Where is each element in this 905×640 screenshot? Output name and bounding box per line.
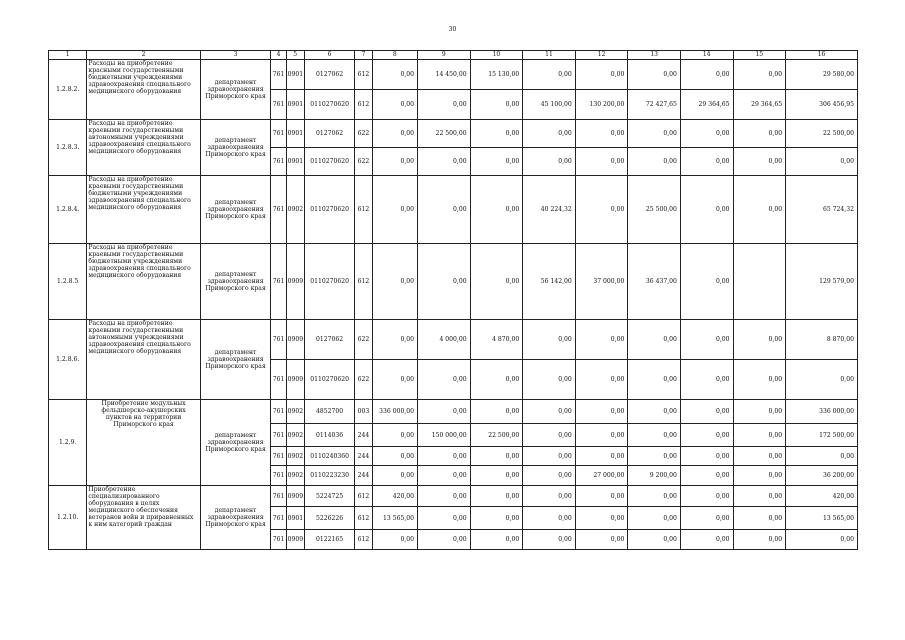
target-code: 0122165 [304,530,355,550]
amount: 14 450,00 [418,60,471,90]
table-row [49,176,858,244]
amount: 0,00 [628,320,681,360]
amount: 0,00 [575,60,628,90]
amount: 0,00 [418,90,471,120]
expense-type-code: 612 [355,90,372,120]
page-number: 30 [448,26,457,33]
ministry-code: 761 [271,486,286,507]
column-number: 6 [304,51,355,60]
item-name: Расходы на приобретение краевыми государственными бюджетными учреждениями здравоохранения специального медицинского оборудования [87,176,200,244]
amount: 0,00 [575,507,628,530]
amount: 0,00 [733,60,786,90]
target-code: 4852700 [304,400,355,424]
section-code: 0901 [286,90,304,120]
amount: 0,00 [372,466,418,486]
expense-type-code: 612 [355,530,372,550]
amount: 0,00 [680,486,733,507]
target-code: 0127062 [304,60,355,90]
table-row [49,244,858,320]
total-amount: 172 500,00 [786,424,858,447]
amount: 0,00 [470,244,523,320]
section-code: 0901 [286,507,304,530]
ministry-code: 761 [271,90,286,120]
amount: 0,00 [523,424,576,447]
column-number: 11 [523,51,576,60]
budget-table [48,50,858,550]
section-code: 0909 [286,320,304,360]
department: департамент здравоохранения Приморского края [200,176,271,244]
amount [733,244,786,320]
total-amount: 129 579,00 [786,244,858,320]
amount: 0,00 [733,507,786,530]
item-name: Приобретение модульных фельдшерско-акушерских пунктов на территории Приморского края [87,400,200,486]
table-body [49,51,858,550]
amount: 0,00 [733,424,786,447]
item-number: 1.2.8.5 [49,244,87,320]
amount: 0,00 [575,424,628,447]
amount: 0,00 [372,176,418,244]
amount: 0,00 [418,447,471,466]
amount: 0,00 [523,320,576,360]
amount: 0,00 [523,60,576,90]
target-code: 5226226 [304,507,355,530]
target-code: 0110270620 [304,148,355,176]
department: департамент здравоохранения Приморского края [200,320,271,400]
amount: 0,00 [628,424,681,447]
amount: 0,00 [575,400,628,424]
amount: 0,00 [680,60,733,90]
amount: 0,00 [523,466,576,486]
amount: 0,00 [575,360,628,400]
amount: 4 870,00 [470,320,523,360]
amount: 0,00 [418,360,471,400]
amount: 0,00 [575,530,628,550]
amount: 0,00 [733,120,786,148]
item-number: 1.2.8.3. [49,120,87,176]
amount: 0,00 [733,486,786,507]
amount: 0,00 [628,530,681,550]
total-amount: 36 200,00 [786,466,858,486]
amount: 0,00 [470,447,523,466]
amount: 0,00 [418,176,471,244]
amount: 0,00 [372,360,418,400]
amount: 0,00 [628,447,681,466]
expense-type-code: 244 [355,447,372,466]
expense-type-code: 612 [355,176,372,244]
column-number: 16 [786,51,858,60]
item-name: Приобретение специализированного оборудования в целях медицинского обеспечения ветеранов войн и приравненных к ним категорий граждан [87,486,200,550]
item-number: 1.2.8.6. [49,320,87,400]
amount: 420,00 [372,486,418,507]
amount: 0,00 [523,507,576,530]
amount: 0,00 [628,60,681,90]
section-code: 0902 [286,466,304,486]
section-code: 0909 [286,244,304,320]
total-amount: 0,00 [786,360,858,400]
column-number: 2 [87,51,200,60]
column-number: 14 [680,51,733,60]
amount: 0,00 [523,400,576,424]
target-code: 0127062 [304,320,355,360]
target-code: 0114036 [304,424,355,447]
expense-type-code: 622 [355,120,372,148]
amount: 0,00 [470,120,523,148]
amount: 13 565,00 [372,507,418,530]
amount: 0,00 [372,530,418,550]
amount: 0,00 [372,60,418,90]
amount: 0,00 [372,148,418,176]
column-number: 12 [575,51,628,60]
total-amount: 0,00 [786,530,858,550]
amount: 0,00 [470,466,523,486]
ministry-code: 761 [271,320,286,360]
target-code: 0110240360 [304,447,355,466]
column-number: 13 [628,51,681,60]
amount: 0,00 [733,530,786,550]
column-number: 3 [200,51,271,60]
total-amount: 336 000,00 [786,400,858,424]
target-code: 0127062 [304,120,355,148]
amount: 0,00 [372,424,418,447]
amount: 40 224,32 [523,176,576,244]
expense-type-code: 612 [355,60,372,90]
item-number: 1.2.10. [49,486,87,550]
department: департамент здравоохранения Приморского края [200,400,271,486]
amount: 0,00 [418,466,471,486]
amount: 0,00 [470,507,523,530]
total-amount: 65 724,32 [786,176,858,244]
expense-type-code: 244 [355,424,372,447]
item-name: Расходы на приобретение краевыми государственными автономными учреждениями здравоохранения специального медицинского оборудования [87,120,200,176]
section-code: 0901 [286,148,304,176]
item-name: Расходы на приобретение краевыми государственными бюджетными учреждениями здравоохранения специального медицинского оборудования [87,244,200,320]
column-number-row [49,51,858,60]
column-number: 4 [271,51,286,60]
total-amount: 306 456,95 [786,90,858,120]
amount: 72 427,65 [628,90,681,120]
amount: 0,00 [470,400,523,424]
amount: 0,00 [575,148,628,176]
amount: 0,00 [575,120,628,148]
amount: 0,00 [628,507,681,530]
ministry-code: 761 [271,507,286,530]
item-name: Расходы на приобретение красными государственными бюджетными учреждениями здравоохранения специального медицинского оборудования [87,60,200,120]
ministry-code: 761 [271,360,286,400]
department: департамент здравоохранения Приморского края [200,244,271,320]
ministry-code: 761 [271,424,286,447]
ministry-code: 761 [271,120,286,148]
ministry-code: 761 [271,60,286,90]
amount: 56 142,00 [523,244,576,320]
amount: 0,00 [418,530,471,550]
amount: 22 500,00 [470,424,523,447]
ministry-code: 761 [271,244,286,320]
table-row [49,486,858,507]
amount: 0,00 [628,400,681,424]
section-code: 0902 [286,400,304,424]
amount: 0,00 [523,530,576,550]
expense-type-code: 622 [355,148,372,176]
expense-type-code: 622 [355,360,372,400]
section-code: 0902 [286,424,304,447]
column-number: 8 [372,51,418,60]
column-number: 10 [470,51,523,60]
target-code: 0110270620 [304,176,355,244]
ministry-code: 761 [271,447,286,466]
table-row [49,60,858,90]
amount: 0,00 [680,176,733,244]
amount: 0,00 [418,507,471,530]
amount: 0,00 [372,244,418,320]
amount: 0,00 [523,447,576,466]
expense-type-code: 612 [355,507,372,530]
column-number: 7 [355,51,372,60]
amount: 336 000,00 [372,400,418,424]
amount: 0,00 [628,120,681,148]
amount: 0,00 [628,148,681,176]
ministry-code: 761 [271,530,286,550]
amount: 0,00 [470,486,523,507]
amount: 0,00 [733,176,786,244]
target-code: 0110223230 [304,466,355,486]
amount: 0,00 [733,148,786,176]
amount: 0,00 [575,176,628,244]
amount: 0,00 [733,466,786,486]
total-amount: 8 870,00 [786,320,858,360]
expense-type-code: 622 [355,320,372,360]
section-code: 0901 [286,120,304,148]
amount: 0,00 [418,400,471,424]
amount: 130 200,00 [575,90,628,120]
amount: 0,00 [523,486,576,507]
amount: 0,00 [733,400,786,424]
amount: 0,00 [680,424,733,447]
section-code: 0909 [286,486,304,507]
amount: 0,00 [575,447,628,466]
amount: 0,00 [733,320,786,360]
target-code: 0110270620 [304,244,355,320]
amount: 0,00 [523,120,576,148]
amount: 0,00 [372,90,418,120]
amount: 0,00 [680,148,733,176]
section-code: 0909 [286,360,304,400]
department: департамент здравоохранения Приморского края [200,120,271,176]
amount: 29 364,65 [680,90,733,120]
section-code: 0901 [286,60,304,90]
ministry-code: 761 [271,148,286,176]
expense-type-code: 244 [355,466,372,486]
amount: 150 000,00 [418,424,471,447]
total-amount: 22 500,00 [786,120,858,148]
expense-type-code: 003 [355,400,372,424]
amount: 9 200,00 [628,466,681,486]
amount: 0,00 [680,320,733,360]
amount: 0,00 [575,486,628,507]
section-code: 0909 [286,530,304,550]
amount: 0,00 [680,466,733,486]
amount: 0,00 [372,120,418,148]
amount: 15 130,00 [470,60,523,90]
amount: 0,00 [470,360,523,400]
expense-type-code: 612 [355,486,372,507]
amount: 0,00 [680,530,733,550]
amount: 27 000,00 [575,466,628,486]
target-code: 0110270620 [304,90,355,120]
amount: 0,00 [733,360,786,400]
amount: 0,00 [523,360,576,400]
item-number: 1.2.8.4. [49,176,87,244]
amount: 0,00 [470,90,523,120]
amount: 4 000,00 [418,320,471,360]
section-code: 0902 [286,447,304,466]
table-row [49,120,858,148]
target-code: 5224725 [304,486,355,507]
item-number: 1.2.8.2. [49,60,87,120]
section-code: 0902 [286,176,304,244]
ministry-code: 761 [271,466,286,486]
amount: 29 364,65 [733,90,786,120]
amount: 0,00 [418,244,471,320]
amount: 0,00 [470,148,523,176]
amount: 0,00 [372,447,418,466]
department: департамент здравоохранения Приморского края [200,60,271,120]
total-amount: 0,00 [786,148,858,176]
amount: 0,00 [680,360,733,400]
table-row [49,400,858,424]
total-amount: 0,00 [786,447,858,466]
amount: 0,00 [575,320,628,360]
amount: 0,00 [418,148,471,176]
column-number: 15 [733,51,786,60]
amount: 22 500,00 [418,120,471,148]
amount: 0,00 [680,244,733,320]
column-number: 5 [286,51,304,60]
amount: 0,00 [680,507,733,530]
amount: 0,00 [372,320,418,360]
total-amount: 13 565,00 [786,507,858,530]
amount: 0,00 [470,176,523,244]
expense-type-code: 612 [355,244,372,320]
amount: 0,00 [470,530,523,550]
target-code: 0110270620 [304,360,355,400]
total-amount: 420,00 [786,486,858,507]
column-number: 1 [49,51,87,60]
amount: 0,00 [680,400,733,424]
amount: 0,00 [523,148,576,176]
ministry-code: 761 [271,176,286,244]
item-number: 1.2.9. [49,400,87,486]
amount: 0,00 [680,120,733,148]
column-number: 9 [418,51,471,60]
total-amount: 29 580,00 [786,60,858,90]
amount: 0,00 [680,447,733,466]
ministry-code: 761 [271,400,286,424]
amount: 0,00 [418,486,471,507]
item-name: Расходы на приобретение краевыми государственными автономными учреждениями здравоохранения специального медицинского оборудования [87,320,200,400]
department: департамент здравоохранения Приморского края [200,486,271,550]
amount: 37 000,00 [575,244,628,320]
table-row [49,320,858,360]
amount: 0,00 [733,447,786,466]
amount: 36 437,00 [628,244,681,320]
amount: 0,00 [628,486,681,507]
amount: 25 500,00 [628,176,681,244]
amount: 45 100,00 [523,90,576,120]
amount: 0,00 [628,360,681,400]
